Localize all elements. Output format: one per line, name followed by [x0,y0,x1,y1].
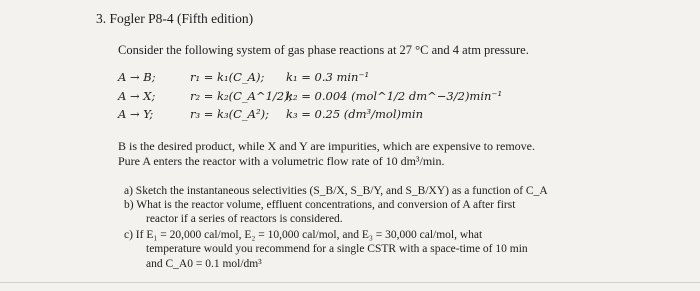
rate-law-3: r₃ = k₃(C_A²); [190,107,269,121]
problem-title: 3. Fogler P8-4 (Fifth edition) [96,11,254,26]
question-c-line-3: and C_A0 = 0.1 mol/dm³ [146,258,262,270]
description-line-1: B is the desired product, while X and Y are impurities, which are expensive to remove. [118,139,535,153]
rate-constant-1: k₁ = 0.3 min⁻¹ [286,70,370,84]
reaction-2: A → X; [118,89,156,103]
rate-constant-2: k₂ = 0.004 (mol^1/2 dm^−3/2)min⁻¹ [286,89,503,103]
page-edge-divider [0,282,700,283]
question-c-line-2: temperature would you recommend for a single CSTR with a space-time of 10 min [146,243,528,255]
reaction-1: A → B; [118,70,156,84]
problem-intro: Consider the following system of gas phase reactions at 27 °C and 4 atm pressure. [118,43,529,57]
question-c-line-1: c) If E₁ = 20,000 cal/mol, E₂ = 10,000 cal/mol, and E₃ = 30,000 cal/mol, what [124,229,483,241]
reaction-3: A → Y; [118,107,154,121]
rate-constant-3: k₃ = 0.25 (dm³/mol)min [286,107,424,121]
question-b-line-2: reactor if a series of reactors is considered. [146,213,343,225]
rate-law-1: r₁ = k₁(C_A); [190,70,265,84]
description-line-2: Pure A enters the reactor with a volumetric flow rate of 10 dm³/min. [118,154,445,168]
question-a: a) Sketch the instantaneous selectivities (S_B/X, S_B/Y, and S_B/XY) as a function of C_A [124,185,548,197]
question-b-line-1: b) What is the reactor volume, effluent concentrations, and conversion of A after first [124,199,516,211]
rate-law-2: r₂ = k₂(C_A^1/2); [190,89,293,103]
